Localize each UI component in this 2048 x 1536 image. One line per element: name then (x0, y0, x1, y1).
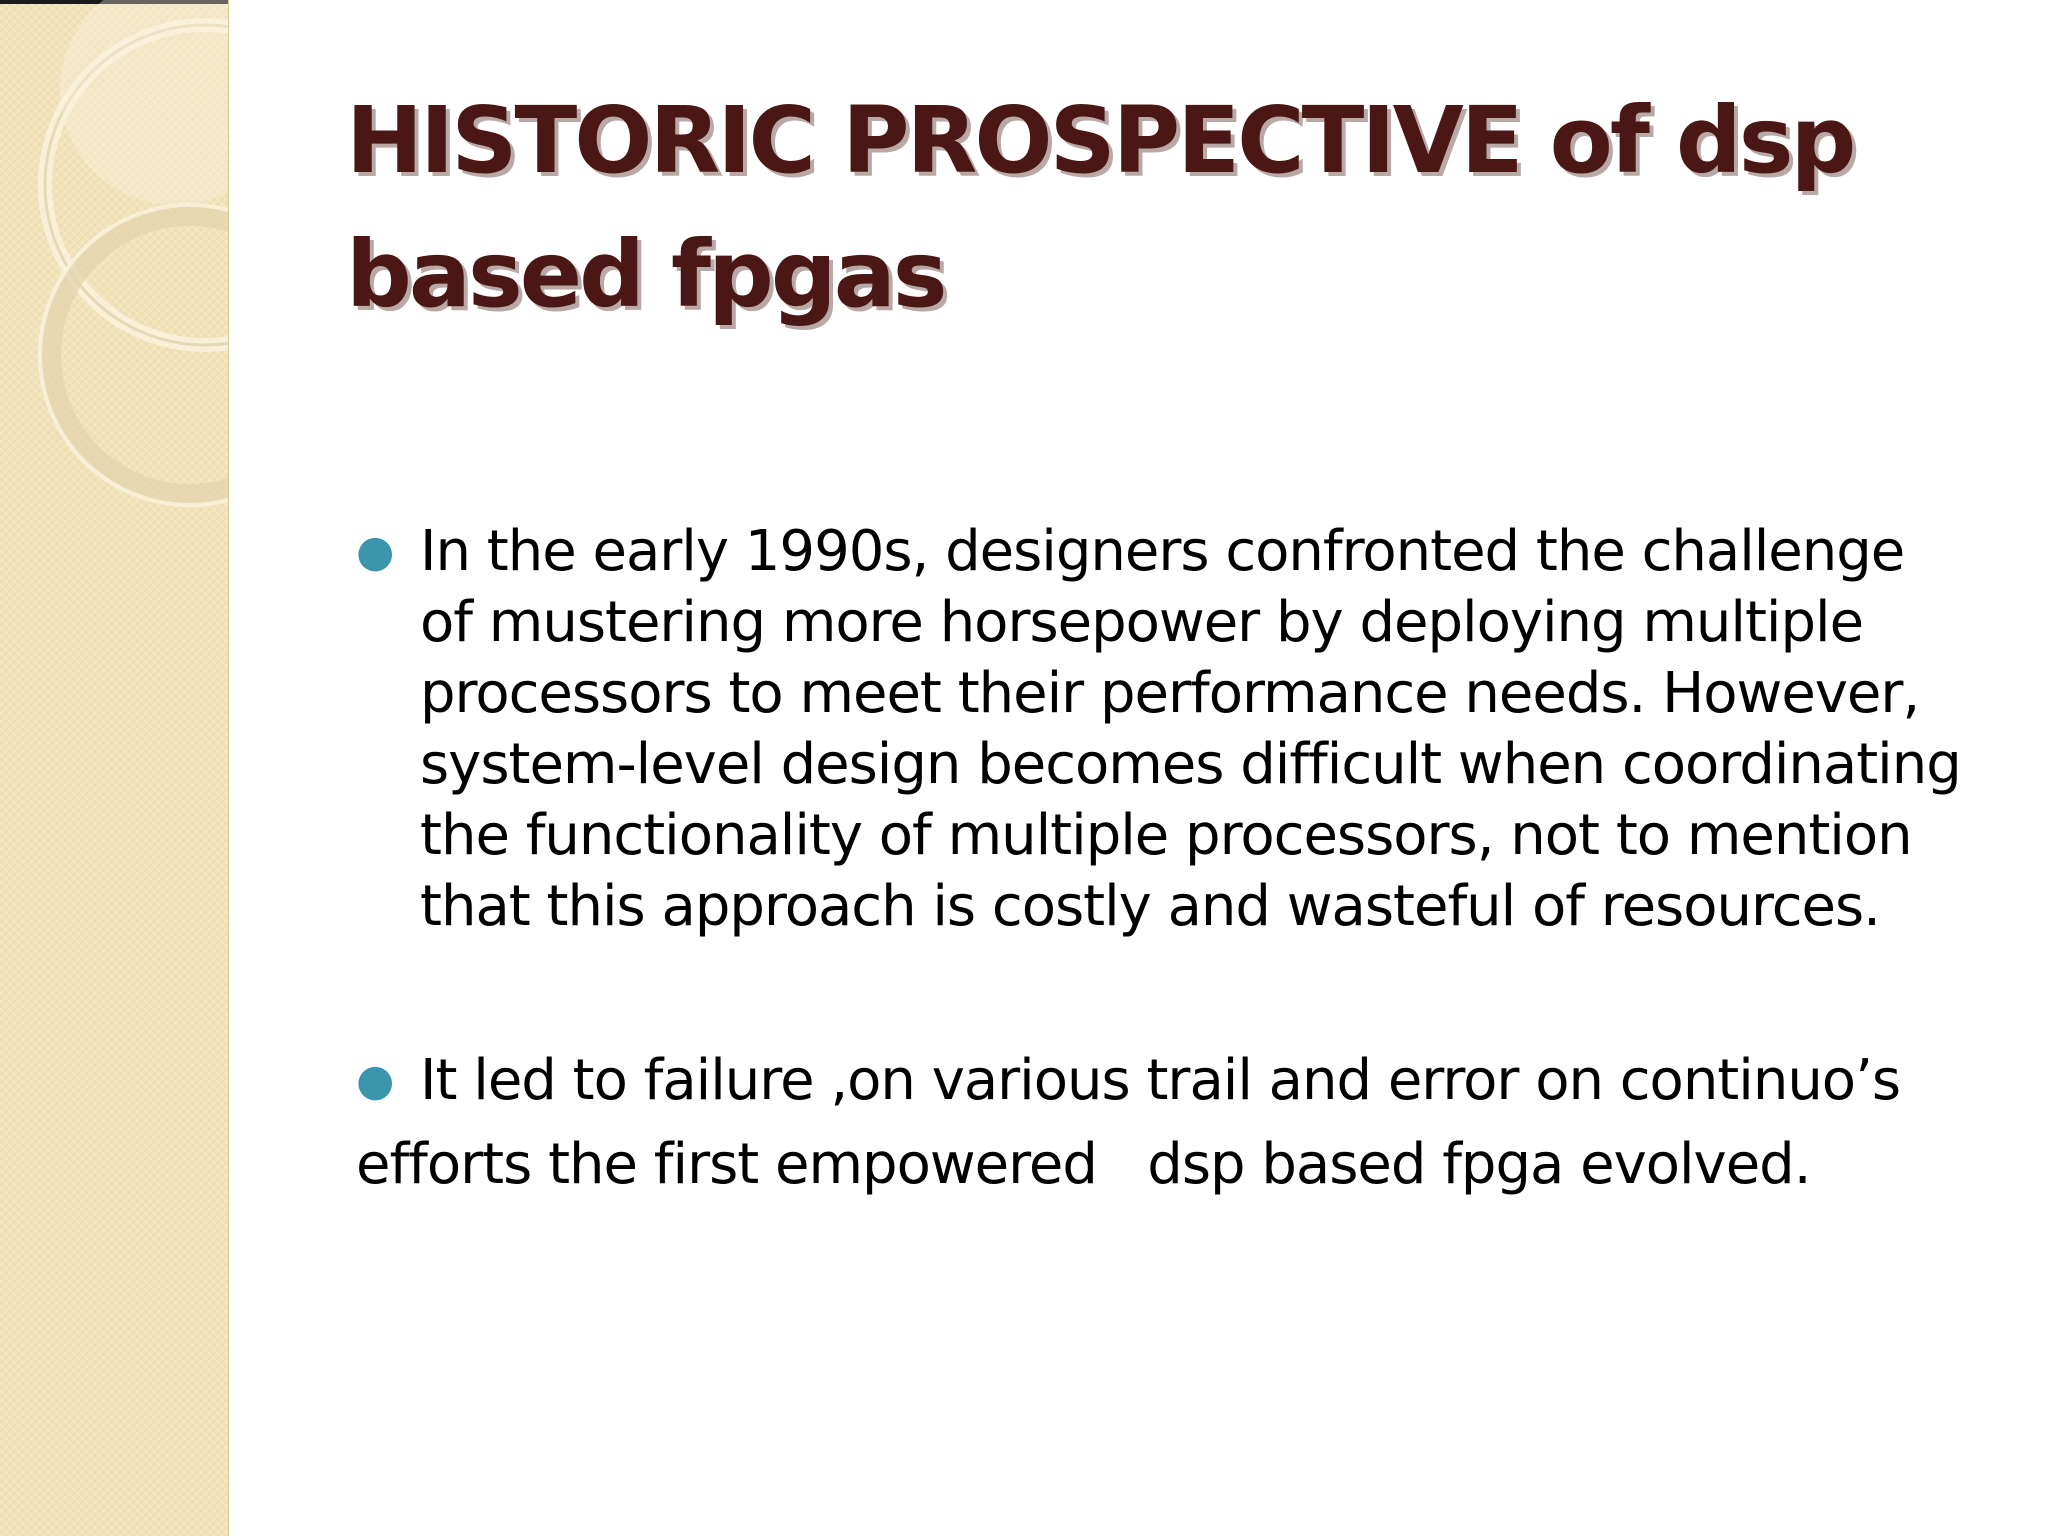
bullet-text-line-1: It led to failure ,on various trail and error on continuo’s (420, 1048, 1901, 1113)
title-line-1: HISTORIC PROSPECTIVE of dsp (346, 87, 1854, 194)
slide-title (346, 74, 1946, 342)
bullet-first-line (356, 1045, 2036, 1117)
bullet-item (356, 516, 2036, 942)
bullet-dot-icon: ● (356, 1055, 394, 1106)
bullet-text-line-2: efforts the first empowered dsp based fpga evolved. (356, 1132, 1811, 1197)
bullet-text: In the early 1990s, designers confronted the challenge of mustering more horsepower by deploying multiple processors to meet their performance needs. However, system-level design becomes difficult when coordinating the functionality of multiple processors, not to mention that this approach is costly and wasteful of resources. (420, 519, 1961, 939)
slide-content (228, 0, 2048, 1536)
bullet-dot-icon: ● (356, 526, 394, 577)
bullet-item-2 (356, 1045, 2036, 1201)
bullet-list (356, 516, 2036, 942)
decorative-circles-icon (0, 0, 228, 520)
title-line-2: based fpgas (346, 221, 945, 328)
